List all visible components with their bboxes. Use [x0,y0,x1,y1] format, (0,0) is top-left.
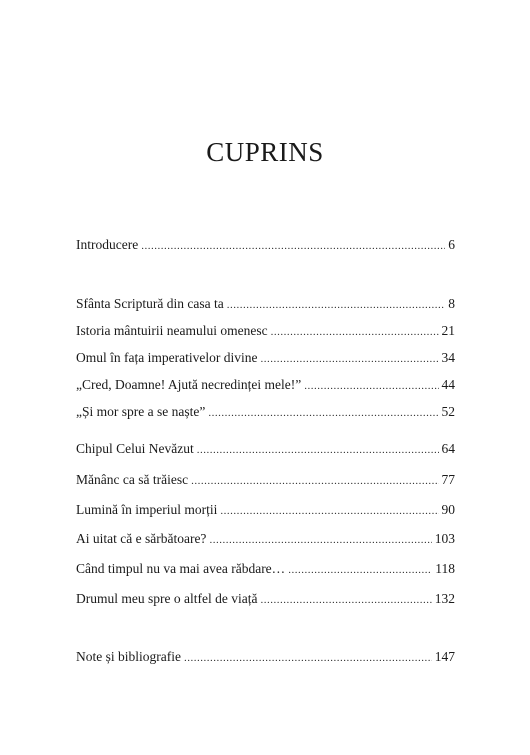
toc-entry-page: 132 [434,591,455,606]
toc-entry-title: „Cred, Doamne! Ajută necredinței mele!” [76,377,302,392]
toc-entry [76,471,455,490]
toc-entry [76,403,455,422]
toc-entry-title: Introducere [76,237,139,252]
dot-leader [260,350,438,368]
toc-entry [76,295,455,314]
toc-entry-page: 90 [441,502,455,517]
dot-leader [191,472,438,490]
dot-leader [184,649,432,667]
toc-entry-title: Note și bibliografie [76,649,181,664]
toc-entry-title: „Și mor spre a se naște” [76,404,206,419]
toc-entry-title: Mănânc ca să trăiesc [76,472,189,487]
toc-entry-page: 103 [434,531,455,546]
toc-entry-page: 6 [448,237,455,252]
dot-leader [220,502,438,520]
dot-leader [141,237,445,255]
dot-leader [271,323,439,341]
toc-entry-title: Omul în fața imperativelor divine [76,350,258,365]
dot-leader [288,561,432,579]
toc-entry-title: Chipul Celui Nevăzut [76,441,194,456]
toc-entry-page: 34 [441,350,455,365]
dot-leader [208,404,438,422]
dot-leader [209,531,431,549]
toc-entry [76,648,455,667]
toc-entry [76,440,455,459]
toc-entry [76,349,455,368]
toc-entry [76,236,455,255]
dot-leader [227,296,446,314]
toc-entry-page: 118 [435,561,455,576]
toc-entry-title: Lumină în imperiul morții [76,502,218,517]
toc-entry-page: 44 [441,377,455,392]
toc-entry-page: 64 [441,441,455,456]
toc-entry [76,560,455,579]
toc-entry-page: 77 [441,472,455,487]
dot-leader [304,377,438,395]
toc-entry-page: 8 [448,296,455,311]
toc-entry [76,501,455,520]
toc-entry-title: Sfânta Scriptură din casa ta [76,296,224,311]
toc-entry [76,590,455,609]
page-title: CUPRINS [206,137,324,167]
toc-entry-page: 21 [441,323,455,338]
dot-leader [197,441,439,459]
toc-entry [76,322,455,341]
toc-entry-title: Drumul meu spre o altfel de viață [76,591,258,606]
toc-entry-title: Istoria mântuirii neamului omenesc [76,323,268,338]
toc-entry [76,530,455,549]
toc-entry-title: Când timpul nu va mai avea răbdare… [76,561,286,576]
toc-entry-page: 52 [441,404,455,419]
toc-entry-title: Ai uitat că e sărbătoare? [76,531,207,546]
toc-entry-page: 147 [434,649,455,664]
toc-entry [76,376,455,395]
dot-leader [260,591,431,609]
